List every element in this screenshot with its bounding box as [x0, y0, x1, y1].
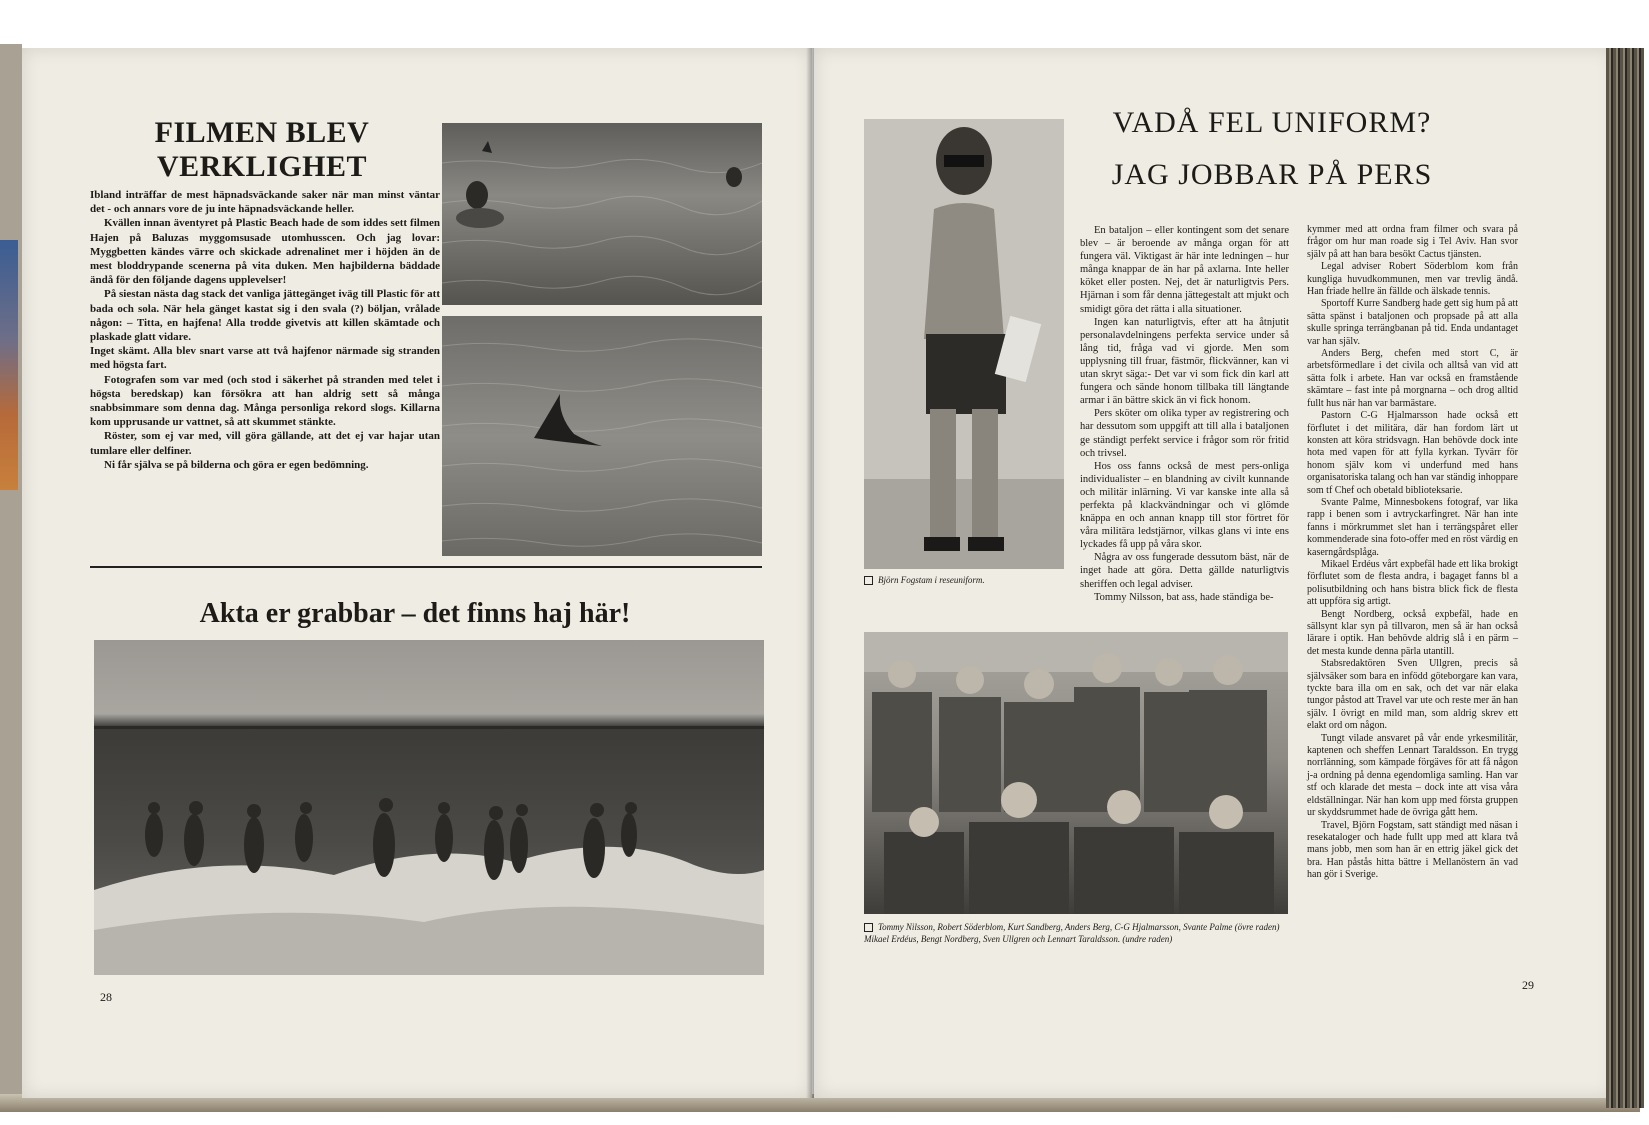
right-paragraph: Tommy Nilsson, bat ass, hade ständiga be-	[1094, 591, 1274, 603]
left-paragraph: Kvällen innan äventyret på Plastic Beach hade de som iddes sett filmen Hajen på Baluzas myggomsusade utomhusscen. Och jag lovar: Myggbetten kändes värre och skickade adrenalinet mer i höjden än de mest bloddrypande scenerna på vita duken. Men hajbilderna bäddade ändå för den följande dagens upplevelser!	[90, 217, 440, 287]
left-subheadline: Akta er grabbar – det finns haj här!	[199, 598, 631, 629]
photo-bjorn-fogstam	[864, 119, 1064, 569]
right-paragraph: Svante Palme, Minnesbokens fotograf, var lika rapp i benen som i avtryckarfingret. När han inte fanns i mörkrummet slet han i terrängspåret eller kommenderade sina foto-offer med en röst värdig en kaserngårdsplåga.	[1307, 496, 1518, 558]
right-paragraph: Mikael Erdéus vårt expbefäl hade ett lika brokigt förflutet som de flesta andra, i bagaget fanns bl a polisutbildning och hans bistra blick fick de flesta att uppföra sig artigt.	[1307, 558, 1518, 608]
running-men-illustration	[94, 640, 764, 975]
right-paragraph: Anders Berg, chefen med stort C, är arbetsförmedlare i det civila och alltså van vid att sätta folk i arbete. Han var också en framstående skämtare – fast inte på morgnarna – och drog alltid fullt hus när han var barmästare.	[1307, 348, 1518, 409]
left-paragraph: På siestan nästa dag stack det vanliga jättegänget iväg till Plastic för att bada och sola. När hela gänget kastat sig i den svala (?) böljan, vrålade någon: – Titta, en hajfena! Alla trodde givetvis att killen skämtade och plaskade glatt vidare.	[90, 288, 440, 344]
left-paragraph: Fotografen som var med (och stod i säkerhet på stranden med telet i högsta beredskap) kan försökra att han aldrig sett så många snabbsimmare som denna dag. Många personliga rekord slogs. Killarna kom upprusande ur vattnet, så att skummet stänkte.	[90, 373, 440, 429]
left-article	[90, 188, 440, 472]
left-paragraph: Inget skämt. Alla blev snart varse att två hajfenor närmade sig stranden med högsta fart.	[90, 345, 440, 372]
caption-portrait	[864, 574, 1064, 586]
right-paragraph: Pers sköter om olika typer av registrering och har dessutom som uppgift att till alla i bataljonen ge ständigt perfekt service i frågor som rör fritid och trivsel.	[1080, 408, 1289, 459]
caption-portrait-text: Björn Fogstam i reseuniform.	[878, 575, 985, 585]
photo-swimmers	[442, 123, 762, 305]
right-paragraph: Pastorn C-G Hjalmarsson hade också ett förflutet i det militära, där han fordom lärt ut konsten att köra stridsvagn. Han behövde dock inte hota med vapen för att fylla kyrkan. Tyvärr för honom själv kom vi underfund med hans organisatoriska talang och han var ständig inhoppare som tf Chef och obetald biblioteksarie.	[1307, 410, 1518, 496]
swimmers-illustration	[442, 123, 762, 305]
photo-shark-fin	[442, 316, 762, 556]
right-headline-2: JAG JOBBAR PÅ PERS	[1111, 158, 1433, 191]
left-paragraph: Röster, som ej var med, vill göra gällande, att det ej var hajar utan tumlare eller delfiner.	[90, 430, 440, 457]
right-paragraph: Legal adviser Robert Söderblom kom från kungliga huvudkommunen, men var trevlig ändå. Han friade hellre än fällde och älskade tennis.	[1307, 261, 1518, 298]
right-paragraph: Travel, Björn Fogstam, satt ständigt med näsan i resekataloger och hade fullt upp med att klara två mans jobb, men som han är en ettrig jäkel gick det bra. Han påstås hitta bättre i Mellanöstern än vad han gör i Sverige.	[1307, 819, 1518, 881]
book-binding	[0, 44, 22, 1094]
right-paragraph: Stabsredaktören Sven Ullgren, precis så självsäker som bara en infödd göteborgare kan vara, tyckte bara illa om en sak, och det var när elaka tungor påstod att Travel var ute och reste mer än han själv. I övrigt en mild man, som aldrig skrev ett elakt ord om någon.	[1307, 658, 1518, 732]
left-intro: Ibland inträffar de mest häpnadsväckande saker när man minst väntar det - och annars vore de ju inte häpnadsväckande heller.	[90, 189, 440, 216]
right-column-2	[1307, 224, 1518, 882]
right-paragraph: Bengt Nordberg, också expbefäl, hade en sällsynt klar syn på tillvaron, men så är han också lärare i optik. Han behövde aldrig slå i en pärm – det mesta kunde denna pärla utantill.	[1307, 608, 1518, 657]
photo-men-running	[94, 640, 764, 975]
caption-marker	[864, 576, 873, 585]
right-page	[814, 48, 1614, 1098]
cover-edge	[0, 240, 18, 490]
group-illustration	[864, 632, 1288, 914]
right-paragraph: En bataljon – eller kontingent som det senare blev – är beroende av många organ för att fungera väl. Viktigast är här inte ledningen – hur många knappar de än har på axlarna. Inte heller köket eller posten. Nej, det är naturligtvis Pers. Hjärnan i som får denna jättegestalt att mjukt och smidigt göra det rätta i alla situationer.	[1080, 225, 1289, 315]
fin-illustration	[442, 316, 762, 556]
left-paragraph: Ni får själva se på bilderna och göra er egen bedömning.	[104, 458, 369, 471]
left-headline: FILMEN BLEV VERKLIGHET	[154, 116, 370, 183]
right-column-1	[1080, 224, 1289, 604]
right-paragraph: kymmer med att ordna fram filmer och svara på frågor om hur man roade sig i Tel Aviv. Han svor själv på att han bara besökt Cactus tjänsten.	[1307, 224, 1518, 260]
left-page	[22, 48, 812, 1098]
caption-marker	[864, 923, 873, 932]
photo-group-pers	[864, 632, 1288, 914]
right-paragraph: Ingen kan naturligtvis, efter att ha åtnjutit personalavdelningens perfekta service under så lång tid, fråga vad vi gjorde. Men som upplysning till fruar, fästmör, flickvänner, kan vi utan skryt säga:- Det var vi som fick din karl att fungera och sände honom tillbaka till längtande armar i än bättre skick än vi fick honom.	[1080, 316, 1289, 407]
right-headline-1: VADÅ FEL UNIFORM?	[1112, 106, 1432, 139]
right-paragraph: Sportoff Kurre Sandberg hade gett sig hum på att sätta spänst i bataljonen och propsade på att alla skulle springa terrängbanan på tid. Enda undantaget var han själv.	[1307, 298, 1518, 347]
right-paragraph: Några av oss fungerade dessutom bäst, när de inget hade att göra. Detta gällde naturligtvis sheriffen och legal adviser.	[1080, 552, 1289, 590]
page-edges	[1606, 48, 1644, 1108]
right-paragraph: Hos oss fanns också de mest pers-onliga individualister – en blandning av civilt kunnande och militär inlärning. Vi var kanske inte alla så perfekta på klackvändningar och vi glömde knäppa en och annan knapp till stor förtret för våra militära ledstjärnor, vilkas glans vi inte ens lyckades få upp på våra skor.	[1080, 460, 1289, 551]
right-page-number: 29	[1522, 978, 1534, 992]
portrait-illustration	[864, 119, 1064, 569]
left-page-number: 28	[100, 990, 112, 1004]
right-paragraph: Tungt vilade ansvaret på vår ende yrkesmilitär, kaptenen och sheffen Lennart Taraldsson. En trygg norrlänning, som kämpade förgäves för att få någon j-a ordning på denna egendomliga samling. Han var stf och klarade det mesta – dock inte att visa våra eldställningar. När han kom upp med första gruppen ur skyddsrummet hade de övriga gått hem.	[1307, 732, 1518, 819]
caption-group	[864, 921, 1288, 945]
left-divider	[90, 566, 762, 568]
caption-group-text: Tommy Nilsson, Robert Söderblom, Kurt Sandberg, Anders Berg, C-G Hjalmarsson, Svante Palme (övre raden) Mikael Erdéus, Bengt Nordberg, Sven Ullgren och Lennart Taraldsson. (undre raden)	[864, 922, 1280, 944]
